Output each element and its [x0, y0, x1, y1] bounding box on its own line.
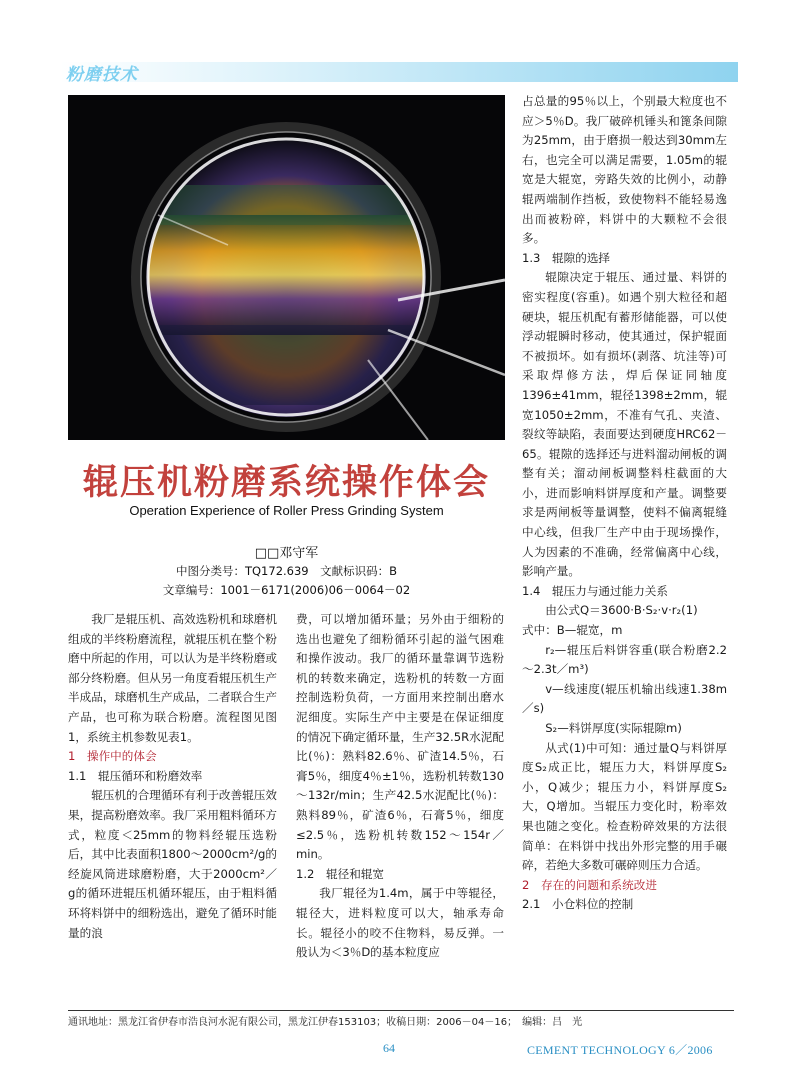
header-bar — [60, 62, 738, 82]
journal-name: CEMENT TECHNOLOGY 6／2006 — [527, 1043, 713, 1057]
formula: 由公式Q＝3600·B·S₂·v·r₂(1) — [545, 603, 698, 618]
column-left — [68, 610, 277, 943]
subheading: 1.3 辊隙的选择 — [522, 250, 611, 265]
subheading: 1.2 辊径和辊宽 — [296, 866, 385, 881]
subheading: 2.1 小仓料位的控制 — [522, 897, 634, 912]
formula-note: r₂—辊压后料饼容重(联合粉磨2.2～2.3t／m³) — [522, 642, 727, 677]
paragraph: 从式(1)中可知：通过量Q与料饼厚度S₂成正比，辊压力大，料饼厚度S₂小，Q减少；辊压力小，料饼厚度S₂大，Q增加。当辊压力变化时，粉率效果也随之变化。检查粉碎效果的方法很简单：在料饼中找出外形完整的用手碾碎，若绝大多数可碾碎则压力合适。 — [522, 740, 727, 873]
formula-note: S₂—料饼厚度(实际辊隙m) — [545, 721, 682, 735]
paragraph: 费，可以增加循环量；另外由于细粉的选出也避免了细粉循环引起的溢气困难和操作波动。我厂的循环量靠调节选粉机的转数来确定，选粉机的转数一方面控制选粉负荷，一方面用来控制出磨水泥细度。实际生产中主要是在保证细度的情况下确定循环量，生产32.5R水泥配比(％)：熟料82.6％、矿渣14.5％，石膏5％，细度4％±1％，选粉机转数130～132r/min；生产42.5水泥配比(％)：熟料89％，矿渣6％，石膏5％，细度≤2.5％，选粉机转数152～154r／min。 — [296, 612, 504, 862]
paragraph: 辊隙决定于辊压、通过量、料饼的密实程度(容重)。如遇个别大粒径和超硬块，辊压机配有蓄形储能器，可以使浮动辊瞬时移动，使其通过，保护辊面不被损坏。如有损坏(剥落、坑洼等)可采取焊修方法，焊后保证同轴度1396±41mm，辊径1398±2mm，辊宽1050±2mm，不准有气孔、夹渣、裂纹等缺陷，表面要达到硬度HRC62－65。辊隙的选择还与进料溜动闸板的调整有关；溜动闸板调整料柱截面的大小，进而影响料饼厚度和产量。调整要求是两闸板等量调整，使料不偏离辊缝中心线，但我厂生产中由于现场操作，人为因素的不准确，经常偏离中心线，影响产量。 — [522, 270, 727, 579]
article-subtitle: Operation Experience of Roller Press Grinding System — [129, 503, 444, 518]
column-right — [522, 92, 727, 915]
paragraph: 我厂是辊压机、高效选粉机和球磨机组成的半终粉磨流程，就辊压机在整个粉磨中所起的作用，可以认为是半终粉磨或部分终粉磨。但从另一角度看辊压机生产半成品，球磨机生产成品，二者联合生产产品，也可称为联合粉磨。流程图见图1，系统主机参数见表1。 — [68, 612, 277, 744]
article-title: 辊压机粉磨系统操作体会 — [82, 463, 490, 503]
classification: 中图分类号：TQ172.639 文献标识码：B — [175, 564, 398, 578]
section-label: 粉磨技术 — [66, 65, 138, 85]
article-photo — [68, 95, 505, 440]
paragraph: 我厂辊径为1.4m，属于中等辊径，辊径大，进料粒度可以大，轴承寿命长。辊径小的咬不住物料，易反弹。一般认为＜3％D的基本粒度应 — [296, 886, 504, 960]
column-middle — [296, 610, 504, 963]
paragraph: 辊压机的合理循环有利于改善辊压效果，提高粉磨效率。我厂采用粗料循环方式，粒度＜25mm的物料经辊压选粉后，其中比表面积1800～2000cm²/g的经旋风筒进球磨粉磨，大于2000cm²／g的循环进辊压机循环辊压，由于粗料循环将料饼中的细粉选出，避免了循环时能量的浪 — [68, 788, 277, 940]
paragraph: 占总量的95％以上，个别最大粒度也不应＞5％D。我厂破碎机锤头和篦条间隙为25mm，由于磨损一般达到30mm左右，也完全可以满足需要，1.05m的辊宽是大辊宽，旁路失效的比例小，动静辊两端制作挡板，致使物料不能轻易逸出而被粉碎，料饼中的大颗粒不会很多。 — [522, 94, 727, 246]
article-number: 文章编号：1001－6171(2006)06－0064－02 — [162, 583, 411, 597]
subheading: 1.1 辊压循环和粉磨效率 — [68, 768, 203, 783]
roller-press-photo — [68, 95, 505, 440]
formula-note: 式中：B—辊宽，m — [522, 623, 623, 638]
page-number: 64 — [383, 1041, 395, 1055]
heading: 2 存在的问题和系统改进 — [522, 877, 657, 892]
subheading: 1.4 辊压力与通过能力关系 — [522, 583, 668, 598]
footnote-divider — [68, 1010, 734, 1011]
footnote: 通讯地址：黑龙江省伊春市浩良河水泥有限公司，黑龙江伊春153103；收稿日期：2006－04－16； 编辑：吕 光 — [68, 1017, 583, 1028]
author: □□邓守军 — [254, 546, 319, 561]
heading: 1 操作中的体会 — [68, 749, 157, 764]
formula-note: v—线速度(辊压机输出线速1.38m／s) — [522, 681, 727, 716]
